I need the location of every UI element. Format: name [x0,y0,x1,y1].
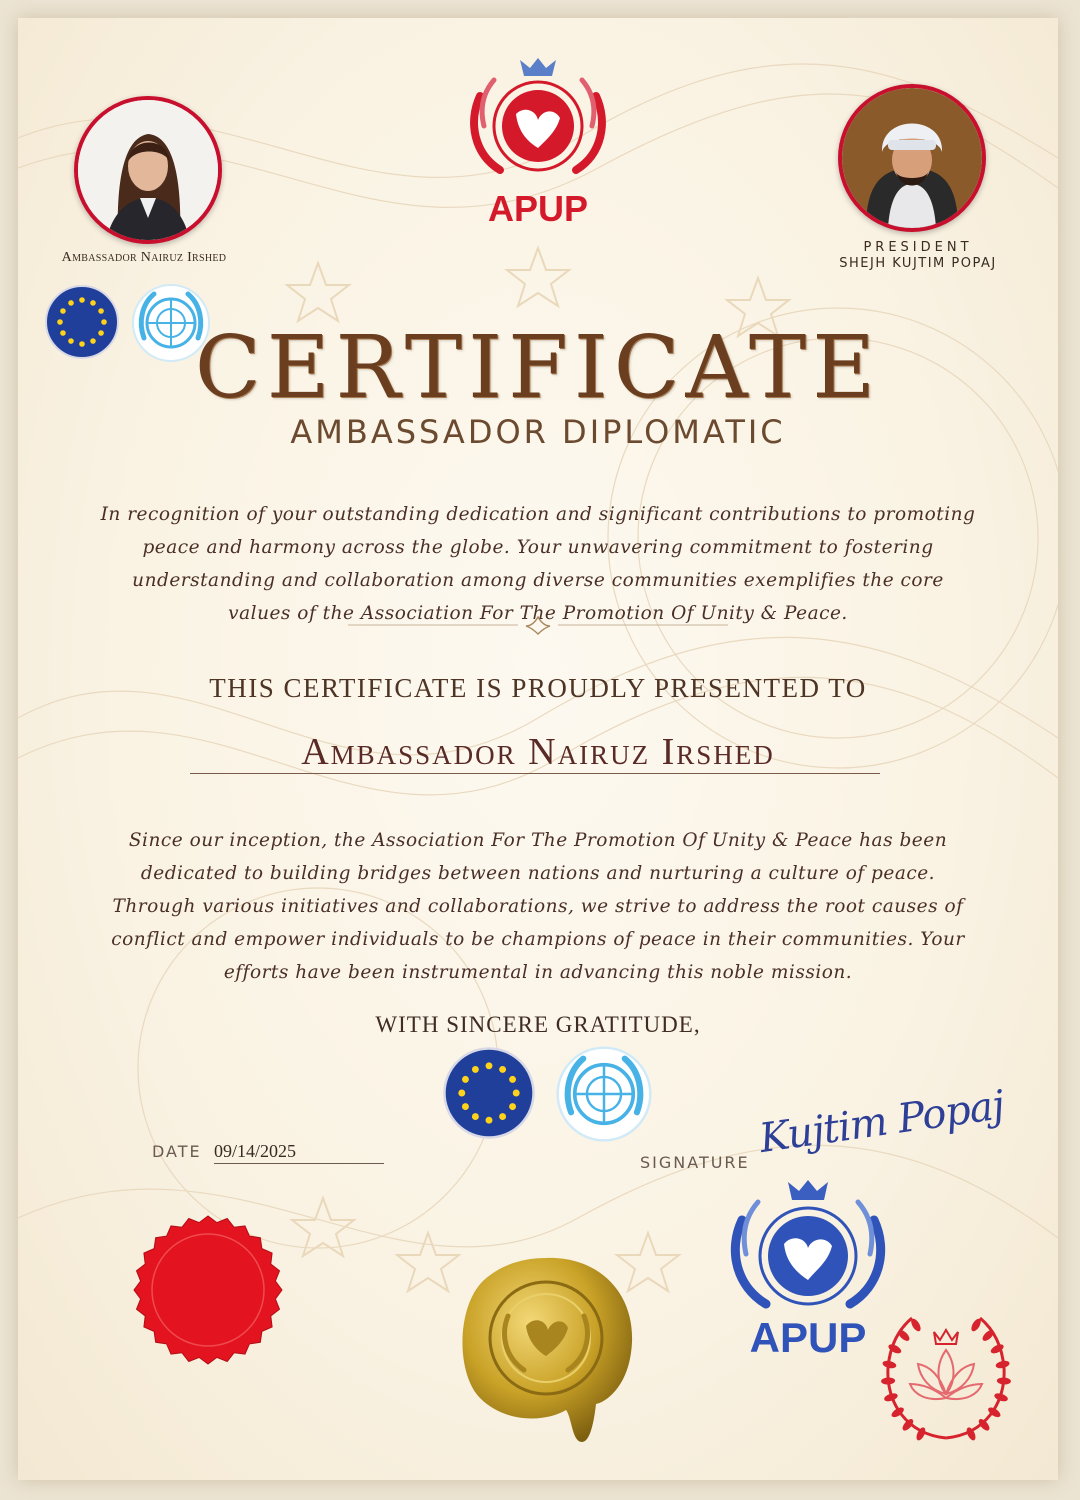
eu-star-icon [68,300,74,306]
eu-star-icon [472,1113,479,1120]
president-portrait [838,84,986,232]
eu-star-icon [60,308,66,314]
eu-star-icon [98,308,104,314]
un-emblem-icon [548,1044,660,1144]
date-label: DATE [152,1142,202,1161]
presented-heading: THIS CERTIFICATE IS PROUDLY PRESENTED TO [209,673,867,703]
red-seal-icon [128,1210,288,1370]
apup-globe-emblem-icon [718,1174,898,1324]
lotus-wreath-emblem-icon [876,1298,1016,1448]
date-value: 09/14/2025 [214,1141,384,1164]
apup-top-logo-text: APUP [487,188,589,229]
apup-globe-emblem-icon [458,50,618,190]
eu-star-icon [90,300,96,306]
star-icon [287,263,349,321]
eu-star-icon [513,1090,520,1097]
recipient-name: Ambassador Nairuz Irshed [301,731,775,773]
president-name: SHEJH KUJTIM POPAJ [839,256,997,271]
wreath-leaf [995,1360,1010,1370]
ambassador-portrait [74,96,222,244]
star-icon [507,248,569,306]
recipient-underline [190,773,880,774]
wreath-leaf [997,1377,1011,1385]
eu-star-icon [486,1062,493,1069]
eu-star-icon [509,1076,516,1083]
eu-star-icon [79,297,85,303]
eu-star-icon [499,1113,506,1120]
recognition-paragraph: In recognition of your outstanding dedication and significant contributions to promoting peace and harmony across the globe. Your unwavering commitment to fostering understanding and collaboration among diverse communities exemplifies the core values of the Association For The Promotion Of Unity & Peace. [100,504,976,624]
certificate-subtitle: AMBASSADOR DIPLOMATIC [290,413,786,451]
wreath-leaf [881,1377,895,1385]
eu-star-icon [486,1117,493,1124]
wreath-leaf [882,1360,897,1370]
eu-star-icon [472,1066,479,1073]
eu-star-icon [458,1090,465,1097]
eu-star-icon [509,1103,516,1110]
eu-star-icon [462,1076,469,1083]
apup-bottom-logo-text: APUP [749,1314,867,1361]
eu-flag-icon [442,1046,536,1140]
signature-label: SIGNATURE [640,1153,750,1172]
mission-paragraph: Since our inception, the Association For The Promotion Of Unity & Peace has been dedicated to building bridges between nations and nurturing a culture of peace. Through various initiatives and collaborations, we strive to address the root causes of conflict and empower individuals to be champions of peace in their communities. Your efforts have been instrumental in advancing this noble mission. [111,830,965,983]
eu-star-icon [462,1103,469,1110]
gold-wax-seal-icon [446,1246,646,1446]
closing-line: WITH SINCERE GRATITUDE, [375,1012,701,1037]
certificate-title: CERTIFICATE [194,318,882,418]
president-role: PRESIDENT [863,240,973,255]
ambassador-caption: Ambassador Nairuz Irshed [61,250,227,265]
eu-star-icon [499,1066,506,1073]
handwritten-signature: Kujtim Popaj [756,1082,1007,1162]
certificate-sheet [18,18,1058,1480]
ornament-divider [348,614,728,636]
